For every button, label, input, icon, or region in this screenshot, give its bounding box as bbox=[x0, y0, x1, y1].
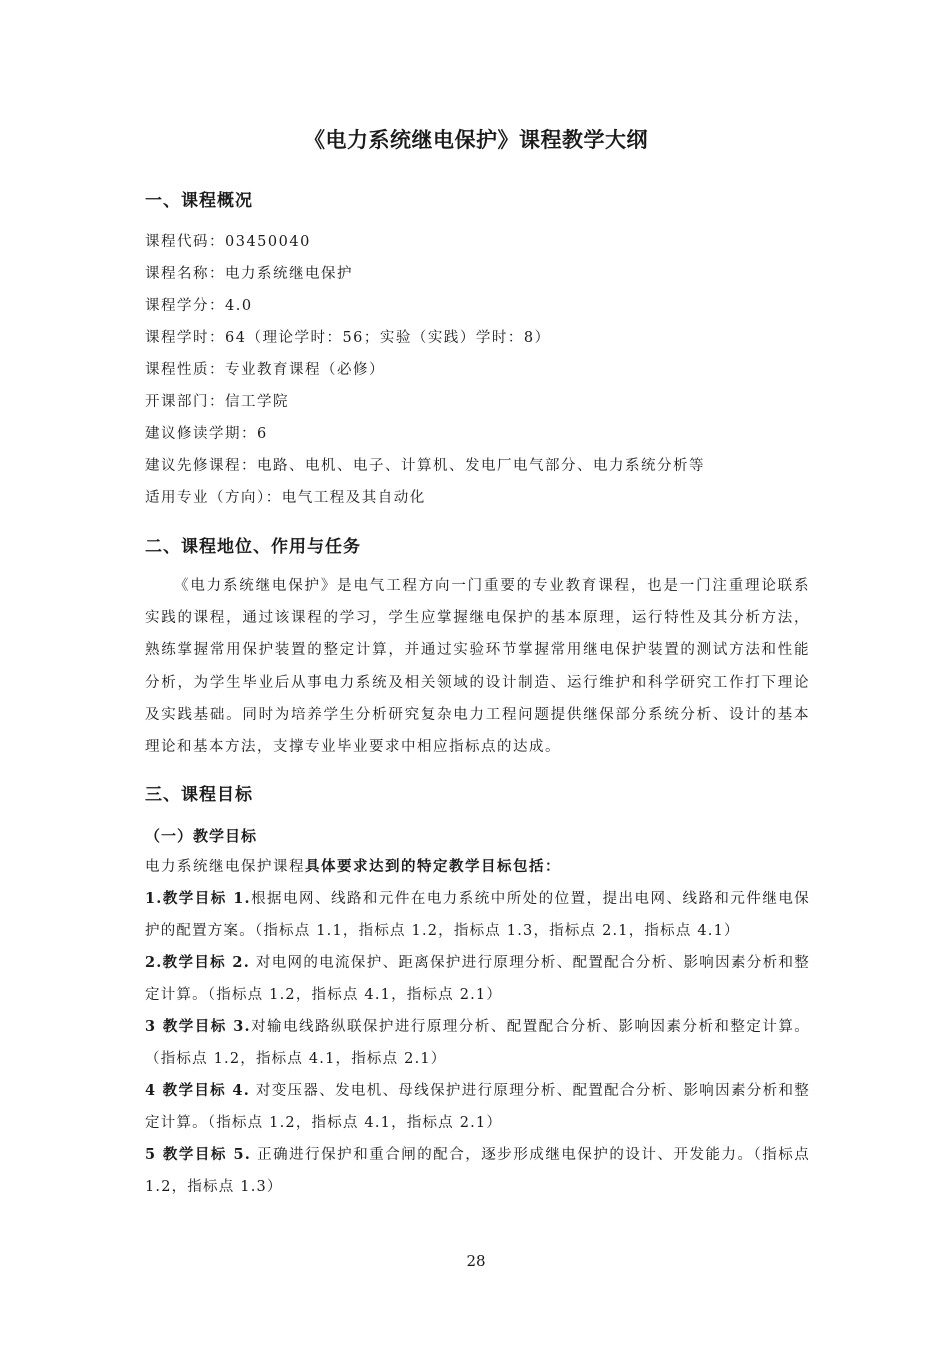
objective-label: 5 教学目标 5. bbox=[145, 1146, 251, 1163]
info-course-nature: 课程性质：专业教育课程（必修） bbox=[145, 362, 385, 378]
info-course-code: 课程代码：03450040 bbox=[145, 234, 311, 250]
objective-text: 根据电网、线路和元件在电力系统中所处的位置，提出电网、线路和元件继电保护的配置方案。（指标点 1.1，指标点 1.2，指标点 1.3，指标点 2.1，指标点 4.1） bbox=[145, 891, 811, 939]
objective-label: 1.教学目标 1. bbox=[145, 890, 251, 907]
objective-text: 对电网的电流保护、距离保护进行原理分析、配置配合分析、影响因素分析和整定计算。（指标点 1.2，指标点 4.1，指标点 2.1） bbox=[145, 955, 810, 1003]
role-paragraph: 《电力系统继电保护》是电气工程方向一门重要的专业教育课程，也是一门注重理论联系实践的课程，通过该课程的学习，学生应掌握继电保护的基本原理，运行特性及其分析方法，熟练掌握常用保护装置的整定计算，并通过实验环节掌握常用继电保护装置的测试方法和性能分析，为学生毕业后从事电力系统及相关领域的设计制造、运行维护和科学研究工作打下理论及实践基础。同时为培养学生分析研究复杂电力工程问题提供继保部分系统分析、设计的基本理论和基本方法，支撑专业毕业要求中相应指标点的达成。 bbox=[145, 578, 810, 756]
info-course-name: 课程名称：电力系统继电保护 bbox=[145, 266, 353, 282]
objective-item bbox=[145, 1139, 810, 1203]
objectives-intro bbox=[145, 857, 810, 877]
objective-text: 对变压器、发电机、母线保护进行原理分析、配置配合分析、影响因素分析和整定计算。（指标点 1.2，指标点 4.1，指标点 2.1） bbox=[145, 1083, 810, 1131]
info-semester: 建议修读学期：6 bbox=[145, 426, 268, 442]
document-title: 《电力系统继电保护》课程教学大纲 bbox=[304, 127, 648, 152]
objective-item bbox=[145, 1011, 810, 1075]
objective-label: 2.教学目标 2. bbox=[145, 954, 250, 971]
objective-label: 3 教学目标 3. bbox=[145, 1018, 251, 1035]
objectives-intro-bold: 具体要求达到的特定教学目标包括： bbox=[305, 858, 561, 875]
info-course-credits: 课程学分：4.0 bbox=[145, 298, 253, 314]
objective-label: 4 教学目标 4. bbox=[145, 1082, 250, 1099]
objective-item bbox=[145, 947, 810, 1011]
section-heading-role: 二、课程地位、作用与任务 bbox=[145, 537, 361, 557]
section-heading-objectives: 三、课程目标 bbox=[145, 785, 253, 805]
info-prerequisites: 建议先修课程：电路、电机、电子、计算机、发电厂电气部分、电力系统分析等 bbox=[145, 458, 705, 474]
objective-item bbox=[145, 1075, 810, 1139]
objective-text: 对输电线路纵联保护进行原理分析、配置配合分析、影响因素分析和整定计算。（指标点 1.2，指标点 4.1，指标点 2.1） bbox=[145, 1019, 811, 1067]
page-number: 28 bbox=[466, 1252, 486, 1270]
objectives-list bbox=[145, 883, 810, 1203]
objective-item bbox=[145, 883, 810, 947]
objective-text: 正确进行保护和重合闸的配合，逐步形成继电保护的设计、开发能力。（指标点 1.2，指标点 1.3） bbox=[145, 1147, 810, 1195]
subheading-teaching-objectives: （一）教学目标 bbox=[145, 827, 258, 845]
info-major: 适用专业（方向）：电气工程及其自动化 bbox=[145, 490, 426, 506]
objectives-intro-normal: 电力系统继电保护课程 bbox=[145, 859, 305, 875]
info-department: 开课部门：信工学院 bbox=[145, 394, 289, 410]
section-heading-overview: 一、课程概况 bbox=[145, 191, 253, 211]
info-course-hours: 课程学时：64（理论学时：56；实验（实践）学时：8） bbox=[145, 330, 551, 346]
